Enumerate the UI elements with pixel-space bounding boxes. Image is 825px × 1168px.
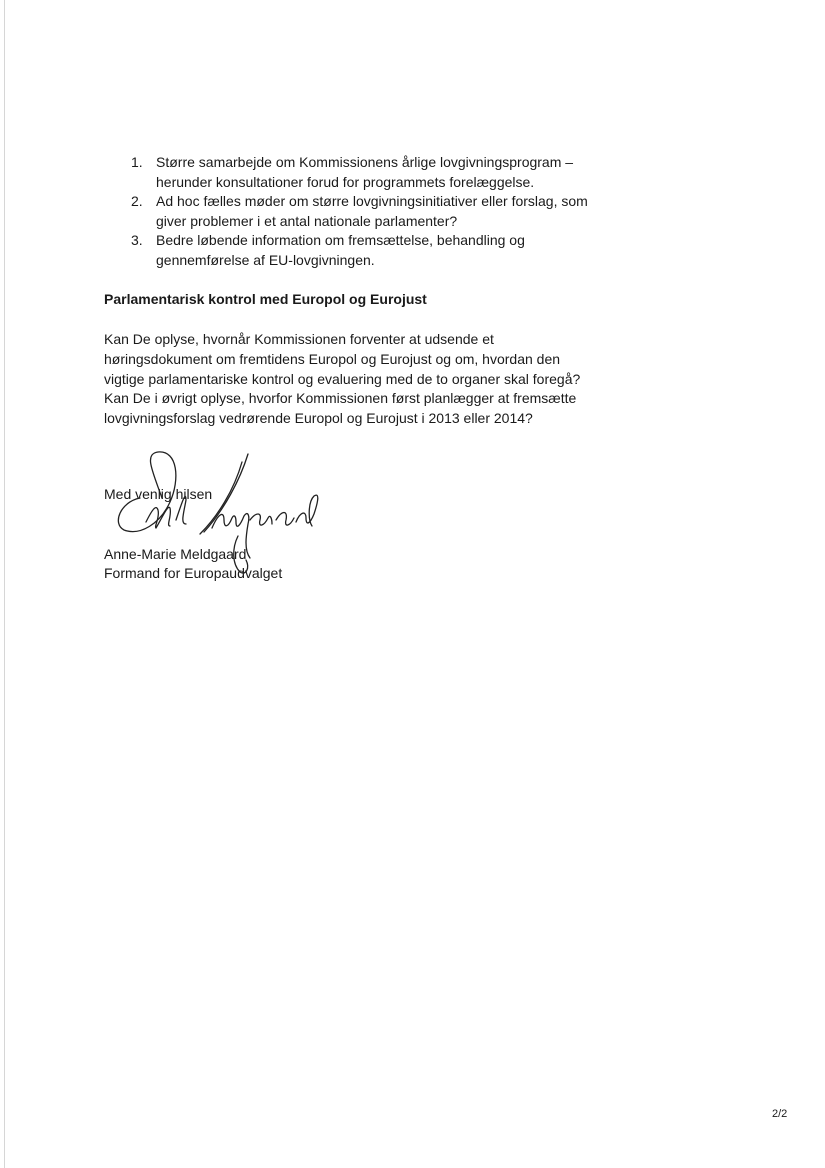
body-paragraph: Kan De oplyse, hvornår Kommissionen forventer at udsende et høringsdokument om fremtidens Europol og Eurojust og om, hvordan den vigtige parlamentariske kontrol og evaluering med de to organer skal foregå? Kan De i øvrigt oplyse, hvorfor Kommissionen først planlægger at fremsætte lovgivningsforslag vedrørende Europol og Eurojust i 2013 eller 2014? <box>104 331 581 427</box>
list-item-number: 1. <box>131 154 143 170</box>
signer-title: Formand for Europaudvalget <box>104 565 283 581</box>
list-item <box>131 153 601 192</box>
numbered-list <box>131 153 601 271</box>
section-heading: Parlamentarisk kontrol med Europol og Eurojust <box>104 291 427 307</box>
list-item-text: Bedre løbende information om fremsættelse, behandling og gennemførelse af EU-lovgivningen. <box>156 232 525 268</box>
list-item-text: Ad hoc fælles møder om større lovgivningsinitiativer eller forslag, som giver problemer i et antal nationale parlamenter? <box>156 193 588 229</box>
list-item-number: 3. <box>131 232 143 249</box>
signer-name: Anne-Marie Meldgaard <box>104 546 247 562</box>
list-item <box>131 192 601 231</box>
list-item <box>131 231 601 270</box>
list-item-number: 2. <box>131 193 143 210</box>
list-item-text: Større samarbejde om Kommissionens årlige lovgivningsprogram – herunder konsultationer forud for programmets forelæggelse. <box>156 154 574 190</box>
closing-greeting: Med venlig hilsen <box>104 486 213 502</box>
page-edge-line <box>4 0 5 1168</box>
page-number: 2/2 <box>772 1108 788 1120</box>
